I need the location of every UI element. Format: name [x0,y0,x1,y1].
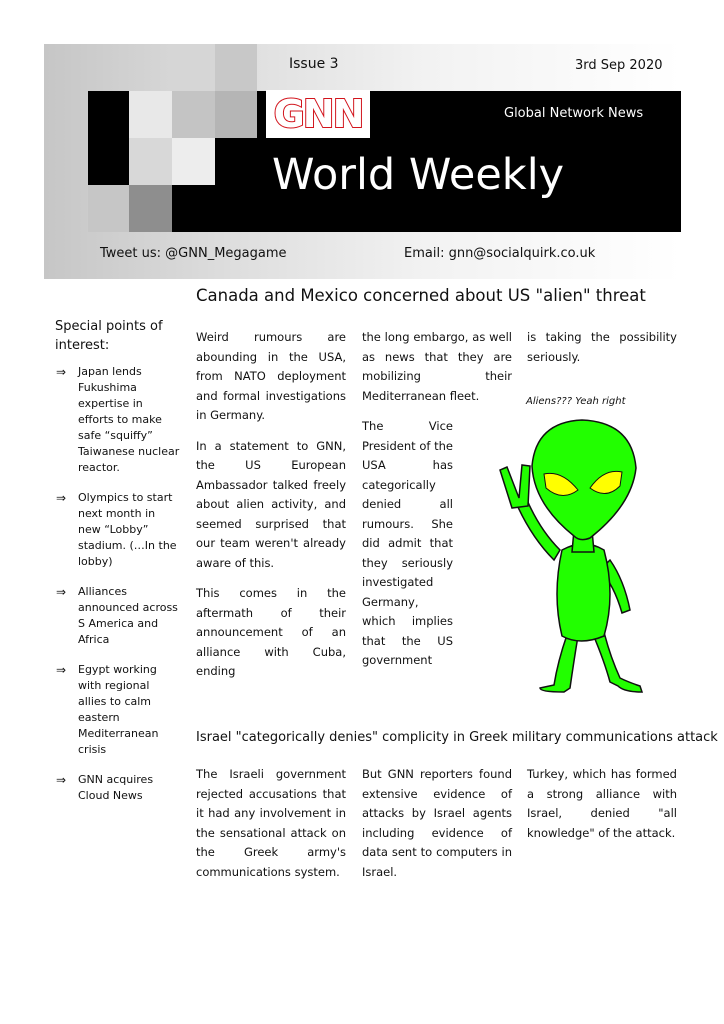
article-column-2 [362,765,512,893]
article-column-1 [196,328,346,693]
publication-title: World Weekly [272,150,565,200]
alien-illustration [492,410,662,695]
double-arrow-right-icon: ⇒ [56,585,67,599]
article-headline: Israel "categorically denies" complicity in Greek military communications attack [196,730,718,745]
article-headline: Canada and Mexico concerned about US "alien" threat [196,286,646,305]
paragraph: The Vice President of the USA has categorically denied all rumours. She did admit that they seriously investigated Germany, which implies that the US government [362,419,453,667]
double-arrow-right-icon: ⇒ [56,773,67,787]
list-item: ⇒ Japan lends Fukushima expertise in efforts to make safe “squiffy” Taiwanese nuclear reactor. [56,365,180,474]
double-arrow-right-icon: ⇒ [56,491,67,505]
article-column-1 [196,765,346,893]
paragraph: Weird rumours are abounding in the USA, from NATO deployment and formal investigations in Germany. [196,330,346,422]
gnn-logo: GNN [266,90,370,138]
contact-email: Email: gnn@socialquirk.co.uk [404,246,596,261]
paragraph: Turkey, which has formed a strong alliance with Israel, denied "all knowledge" of the attack. [527,767,677,840]
list-item: ⇒ Alliances announced across S America and Africa [56,585,178,646]
paragraph: In a statement to GNN, the US European Ambassador talked freely about alien activity, and seemed surprised that our team weren't already aware of this. [196,438,346,570]
paragraph: This comes in the aftermath of their announcement of an alliance with Cuba, ending [196,586,346,678]
network-name: Global Network News [504,106,644,121]
paragraph: But GNN reporters found extensive evidence of attacks by Israel agents including evidence of data sent to computers in Israel. [362,767,512,879]
issue-date: 3rd Sep 2020 [575,58,663,73]
list-item: ⇒ Olympics to start next month in new “Lobby” stadium. (…In the lobby) [56,491,177,568]
list-item: ⇒ Egypt working with regional allies to calm eastern Mediterranean crisis [56,663,159,756]
double-arrow-right-icon: ⇒ [56,663,67,677]
twitter-handle: Tweet us: @GNN_Megagame [100,246,287,261]
double-arrow-right-icon: ⇒ [56,365,67,379]
image-caption: Aliens??? Yeah right [526,396,626,407]
paragraph: is taking the possibility seriously. [527,330,677,364]
article-column-3 [527,328,677,378]
sidebar-list [50,364,180,818]
paragraph: the long embargo, as well as news that they are mobilizing their Mediterranean fleet. [362,330,512,403]
article-column-3 [527,765,677,854]
issue-number: Issue 3 [289,56,339,72]
article-column-2 [362,328,512,682]
paragraph: The Israeli government rejected accusations that it had any involvement in the sensational attack on the Greek army's communications system. [196,767,346,879]
sidebar-heading: Special points of interest: [55,319,163,353]
list-item: ⇒ GNN acquires Cloud News [56,773,154,802]
